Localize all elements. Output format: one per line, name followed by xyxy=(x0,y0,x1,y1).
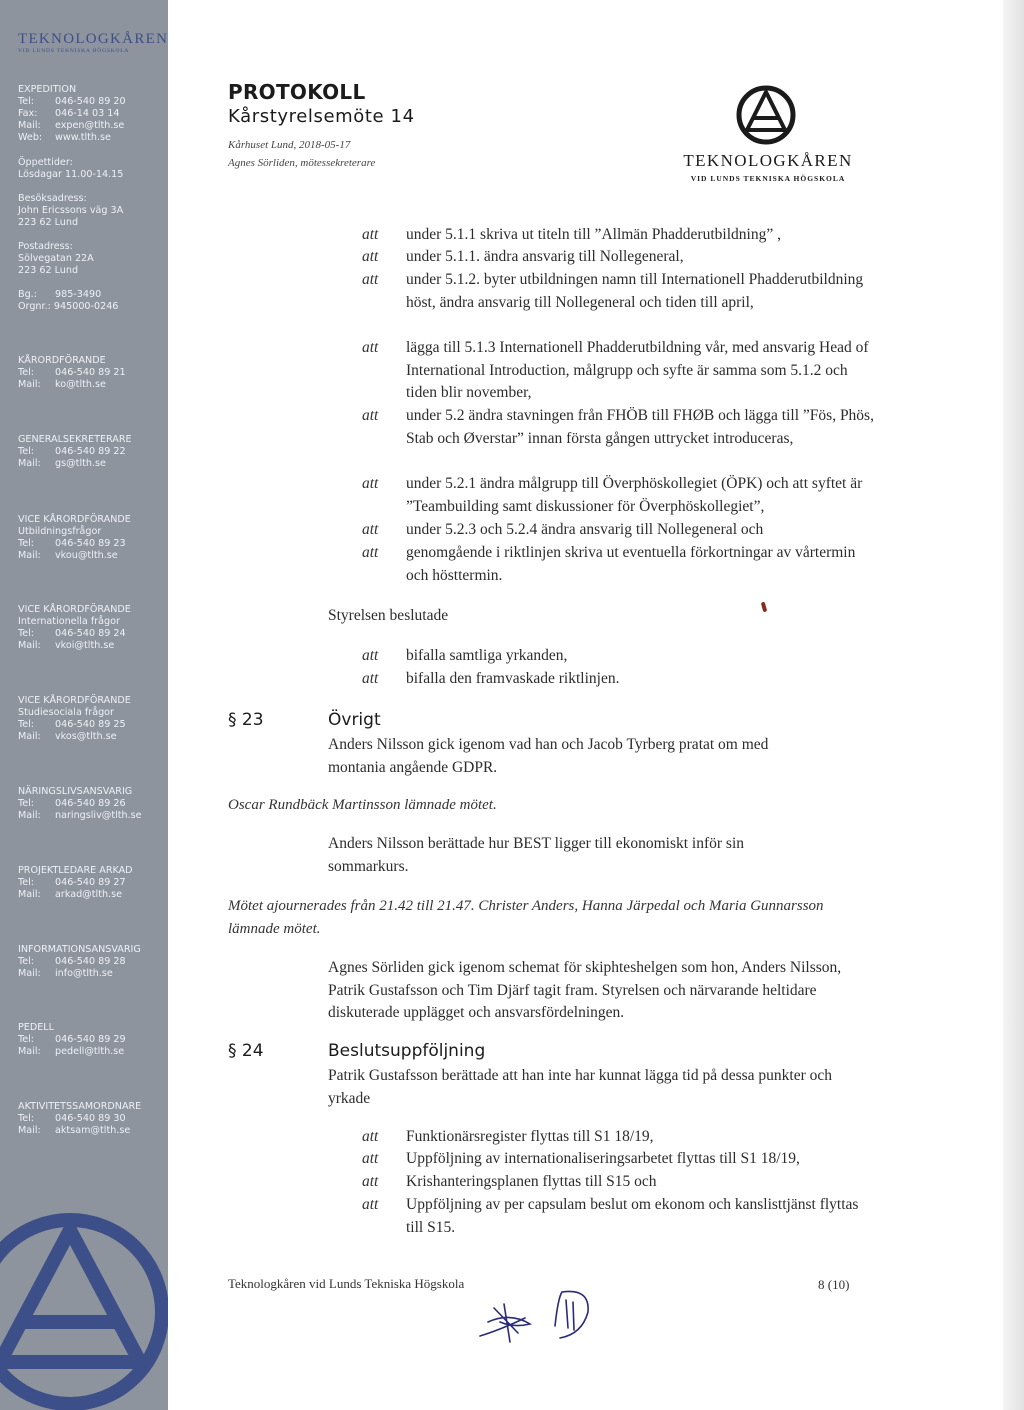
clause-item: lägga till 5.1.3 Internationell Phadderutbildning vår, med ansvarig Head of International Introduction, målgrupp och syfte är samma som 5.1.2 och tiden blir november, xyxy=(406,339,869,401)
section-24-title: Beslutsuppföljning xyxy=(328,1041,486,1061)
contact-mail[interactable]: arkad@tlth.se xyxy=(55,888,122,900)
contact-tel: 046-540 89 23 xyxy=(55,537,126,549)
sidebar-contact xyxy=(18,604,166,652)
att-label: att xyxy=(362,271,379,288)
contact-tel: 046-540 89 26 xyxy=(55,797,126,809)
sidebar-contact xyxy=(18,434,166,470)
clause-item: genomgående i riktlinjen skriva ut eventuella förkortningar av vårtermin och hösttermin. xyxy=(406,544,856,584)
contact-mail[interactable]: aktsam@tlth.se xyxy=(55,1124,131,1136)
followup-item: Uppföljning av per capsulam beslut om ekonom och kanslisttjänst flyttas till S15. xyxy=(406,1196,859,1236)
contact-role: NÄRINGSLIVSANSVARIG xyxy=(18,786,133,797)
sidebar-hours xyxy=(18,157,166,181)
contact-mail-label: Mail: xyxy=(18,888,41,900)
contact-mail-label: Mail: xyxy=(18,730,41,742)
att-label: att xyxy=(362,1173,379,1190)
contact-role: AKTIVITETSSAMORDNARE xyxy=(18,1101,142,1112)
section-23-note: Mötet ajournerades från 21.42 till 21.47. Christer Anders, Hanna Järpedal och Maria Gunnarsson lämnade mötet. xyxy=(228,898,824,937)
sidebar-logo-title: TEKNOLOGKÅREN xyxy=(18,31,168,47)
contact-mail-label: Mail: xyxy=(18,809,41,821)
sidebar-postal-address: Postadress: Sölvegatan 22A 223 62 Lund xyxy=(18,241,94,276)
contact-mail-label: Mail: xyxy=(18,549,41,561)
att-label: att xyxy=(362,339,379,356)
contact-mail[interactable]: vkos@tlth.se xyxy=(55,730,117,742)
sidebar-visit-address: Besöksadress: John Ericssons väg 3A 223 62 Lund xyxy=(18,193,124,228)
sidebar-logo-subtitle: VID LUNDS TEKNISKA HÖGSKOLA xyxy=(18,48,130,54)
contact-tel-label: Tel: xyxy=(18,876,35,888)
board-decided-text: Styrelsen beslutade xyxy=(328,607,449,624)
contact-mail-label: Mail: xyxy=(18,378,41,390)
expedition-web[interactable]: www.tlth.se xyxy=(55,131,111,143)
footer-organization: Teknologkåren vid Lunds Tekniska Högskola xyxy=(228,1276,465,1291)
att-label: att xyxy=(362,1128,379,1145)
section-23-title: Övrigt xyxy=(328,710,381,730)
organization-logo-title: TEKNOLOGKÅREN xyxy=(683,151,853,170)
att-label: att xyxy=(362,521,379,538)
contact-tel-label: Tel: xyxy=(18,1033,35,1045)
clause-item: under 5.1.1 skriva ut titeln till ”Allmän Phadderutbildning” , xyxy=(406,226,781,243)
contact-role: VICE KÅRORDFÖRANDE xyxy=(18,695,131,706)
contact-tel-label: Tel: xyxy=(18,627,35,639)
contact-subtitle: Studiesociala frågor xyxy=(18,706,114,718)
contact-mail[interactable]: gs@tlth.se xyxy=(55,457,106,469)
contact-tel: 046-540 89 27 xyxy=(55,876,126,888)
section-23-paragraph: Agnes Sörliden gick igenom schemat för skiphteshelgen som hon, Anders Nilsson, Patrik Gustafsson och Tim Djärf tagit fram. Styrelsen och närvarande heltidare diskuterade upplägget och ansvarsfördelningen. xyxy=(328,959,842,1021)
contact-subtitle: Utbildningsfrågor xyxy=(18,525,102,537)
decision-item: bifalla samtliga yrkanden, xyxy=(406,647,568,664)
clause-item: under 5.1.1. ändra ansvarig till Nollegeneral, xyxy=(406,248,684,265)
sidebar-contact xyxy=(18,865,166,901)
section-24-number: § 24 xyxy=(228,1041,264,1061)
sidebar-contact xyxy=(18,355,166,391)
contact-tel-label: Tel: xyxy=(18,1112,35,1124)
clause-item: under 5.1.2. byter utbildningen namn till Internationell Phadderutbildning höst, ändra ansvarig till Nollegeneral och tiden till april, xyxy=(406,271,864,311)
contact-tel: 046-540 89 28 xyxy=(55,955,126,967)
sidebar-contact xyxy=(18,944,166,980)
att-label: att xyxy=(362,1196,379,1213)
contact-mail[interactable]: ko@tlth.se xyxy=(55,378,106,390)
contact-role: GENERALSEKRETERARE xyxy=(18,434,132,445)
hours-heading: Öppettider: xyxy=(18,157,73,168)
contact-tel-label: Tel: xyxy=(18,445,35,457)
sidebar-contact xyxy=(18,1022,166,1058)
expedition-fax: 046-14 03 14 xyxy=(55,107,120,119)
contact-tel: 046-540 89 25 xyxy=(55,718,126,730)
contact-mail[interactable]: naringsliv@tlth.se xyxy=(55,809,142,821)
sidebar-expedition: EXPEDITION Tel: 046-540 89 20 Fax: 046-14 03 14 Mail: expen@tlth.se Web: www.tlth.se xyxy=(18,84,166,144)
clause-item: under 5.2 ändra stavningen från FHÖB till FHØB och lägga till ”Fös, Phös, Stab och Øverstar” innan första gången uttrycket introduceras, xyxy=(406,407,874,447)
section-23-paragraph: Anders Nilsson berättade hur BEST ligger till ekonomiskt inför sin sommarkurs. xyxy=(328,835,745,875)
clause-item: under 5.2.1 ändra målgrupp till Överphöskollegiet (ÖPK) och att syftet är ”Teambuilding samt diskussioner för Överphöskollegiet”, xyxy=(406,475,863,515)
contact-mail[interactable]: vkoi@tlth.se xyxy=(55,639,115,651)
contact-subtitle: Internationella frågor xyxy=(18,615,120,627)
att-label: att xyxy=(362,647,379,664)
contact-tel-label: Tel: xyxy=(18,537,35,549)
section-23-note: Oscar Rundbäck Martinsson lämnade mötet. xyxy=(228,797,497,813)
contact-tel-label: Tel: xyxy=(18,797,35,809)
att-label: att xyxy=(362,407,379,424)
followup-item: Uppföljning av internationaliseringsarbetet flyttas till S1 18/19, xyxy=(406,1150,800,1167)
contact-mail-label: Mail: xyxy=(18,639,41,651)
followup-item: Funktionärsregister flyttas till S1 18/19, xyxy=(406,1128,654,1145)
att-label: att xyxy=(362,226,379,243)
expedition-mail[interactable]: expen@tlth.se xyxy=(55,119,125,131)
contact-tel: 046-540 89 24 xyxy=(55,627,126,639)
contact-role: INFORMATIONSANSVARIG xyxy=(18,944,141,955)
meeting-place-date: Kårhuset Lund, 2018-05-17 xyxy=(228,139,351,151)
att-label: att xyxy=(362,670,379,687)
section-24-paragraph: Patrik Gustafsson berättade att han inte har kunnat lägga tid på dessa punkter och yrkade xyxy=(328,1067,833,1107)
contact-mail-label: Mail: xyxy=(18,1045,41,1057)
meeting-secretary: Agnes Sörliden, mötessekreterare xyxy=(228,157,376,169)
sidebar-ids: Bg.: 985-3490 Orgnr.: 945000-0246 xyxy=(18,289,119,312)
contact-tel: 046-540 89 22 xyxy=(55,445,126,457)
decision-item: bifalla den framvaskade riktlinjen. xyxy=(406,670,620,687)
section-23-paragraph: Anders Nilsson gick igenom vad han och Jacob Tyrberg pratat om med montania angående GDPR. xyxy=(328,736,769,776)
section-23-number: § 23 xyxy=(228,710,264,730)
clause-item: under 5.2.3 och 5.2.4 ändra ansvarig till Nollegeneral och xyxy=(406,521,764,538)
expedition-heading: EXPEDITION xyxy=(18,84,77,95)
contact-mail-label: Mail: xyxy=(18,967,41,979)
contact-tel: 046-540 89 21 xyxy=(55,366,126,378)
hours-value: Lösdagar 11.00-14.15 xyxy=(18,168,124,180)
contact-mail[interactable]: pedell@tlth.se xyxy=(55,1045,125,1057)
sidebar-contact xyxy=(18,786,166,822)
sidebar xyxy=(0,0,168,1410)
att-label: att xyxy=(362,1150,379,1167)
organization-logo-subtitle: VID LUNDS TEKNISKA HÖGSKOLA xyxy=(690,174,846,183)
contact-role: VICE KÅRORDFÖRANDE xyxy=(18,604,131,615)
contact-tel-label: Tel: xyxy=(18,366,35,378)
sidebar-large-logo xyxy=(0,1212,168,1410)
contact-tel: 046-540 89 29 xyxy=(55,1033,126,1045)
contact-mail-label: Mail: xyxy=(18,457,41,469)
expedition-tel: 046-540 89 20 xyxy=(55,95,126,107)
contact-mail-label: Mail: xyxy=(18,1124,41,1136)
page-fold-shadow xyxy=(1003,0,1024,1410)
att-label: att xyxy=(362,544,379,561)
document-subtitle: Kårstyrelsemöte 14 xyxy=(228,106,415,127)
contact-mail[interactable]: info@tlth.se xyxy=(55,967,113,979)
contact-tel-label: Tel: xyxy=(18,955,35,967)
followup-item: Krishanteringsplanen flyttas till S15 och xyxy=(406,1173,657,1190)
footer-page-number: 8 (10) xyxy=(818,1277,850,1292)
handwritten-signatures xyxy=(470,1278,600,1348)
contact-role: VICE KÅRORDFÖRANDE xyxy=(18,514,131,525)
contact-role: KÅRORDFÖRANDE xyxy=(18,355,106,366)
contact-role: PROJEKTLEDARE ARKAD xyxy=(18,865,133,876)
contact-role: PEDELL xyxy=(18,1022,54,1033)
contact-tel-label: Tel: xyxy=(18,718,35,730)
att-label: att xyxy=(362,475,379,492)
sidebar-contact xyxy=(18,1101,166,1137)
organization-logo-icon xyxy=(735,84,797,146)
contact-mail[interactable]: vkou@tlth.se xyxy=(55,549,118,561)
att-label: att xyxy=(362,248,379,265)
document-title: PROTOKOLL xyxy=(228,80,366,104)
contact-tel: 046-540 89 30 xyxy=(55,1112,126,1124)
sidebar-contact xyxy=(18,514,166,562)
sidebar-contact xyxy=(18,695,166,743)
